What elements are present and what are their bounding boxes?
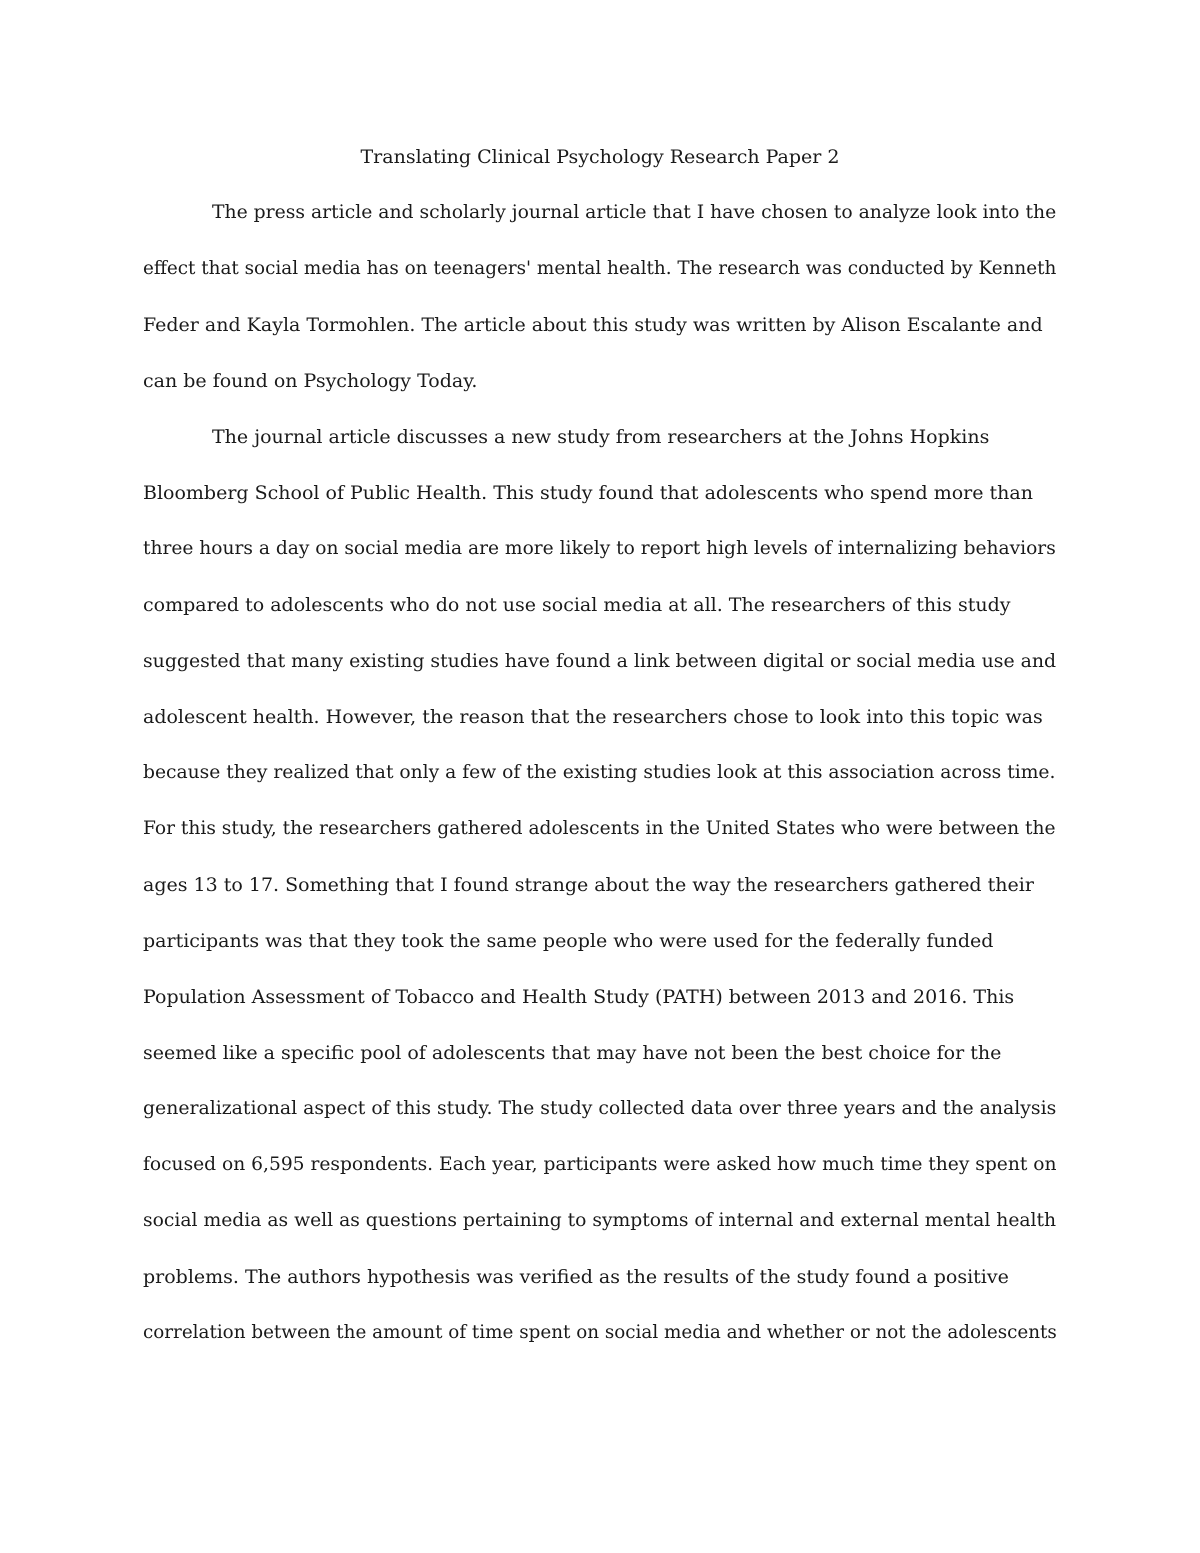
paragraph-2-line-1: The journal article discusses a new study from researchers at the Johns Hopkins <box>212 426 990 448</box>
paragraph-2-line-16: problems. The authors hypothesis was verified as the results of the study found a positive <box>143 1266 1009 1288</box>
paragraph-2-line-8: For this study, the researchers gathered adolescents in the United States who were between the <box>143 818 1056 839</box>
paragraph-2-line-4: compared to adolescents who do not use social media at all. The researchers of this study <box>143 594 1011 616</box>
paragraph-2-line-7: because they realized that only a few of the existing studies look at this association across time. <box>143 762 1056 783</box>
paragraph-1-line-3: Feder and Kayla Tormohlen. The article about this study was written by Alison Escalante and <box>143 314 1043 336</box>
paragraph-2-line-15: social media as well as questions pertaining to symptoms of internal and external mental health <box>143 1210 1057 1231</box>
page-title: Translating Clinical Psychology Research Paper 2 <box>360 146 840 168</box>
paragraph-2-line-10: participants was that they took the same people who were used for the federally funded <box>143 930 994 952</box>
paragraph-1-line-1: The press article and scholarly journal article that I have chosen to analyze look into the <box>212 202 1057 223</box>
paragraph-2-line-13: generalizational aspect of this study. The study collected data over three years and the analysis <box>143 1098 1057 1119</box>
paragraph-2-line-9: ages 13 to 17. Something that I found strange about the way the researchers gathered their <box>143 874 1034 896</box>
paragraph-2-line-12: seemed like a specific pool of adolescents that may have not been the best choice for the <box>143 1042 1002 1064</box>
paragraph-1-line-4: can be found on Psychology Today. <box>143 370 478 392</box>
paragraph-2-line-6: adolescent health. However, the reason that the researchers chose to look into this topic was <box>143 706 1043 728</box>
paragraph-2-line-11: Population Assessment of Tobacco and Health Study (PATH) between 2013 and 2016. This <box>143 986 1015 1008</box>
paragraph-2-line-5: suggested that many existing studies have found a link between digital or social media use and <box>143 650 1057 672</box>
paragraph-2-line-14: focused on 6,595 respondents. Each year, participants were asked how much time they spent on <box>143 1154 1057 1175</box>
paragraph-2-line-3: three hours a day on social media are more likely to report high levels of internalizing behaviors <box>143 538 1056 559</box>
paragraph-1-line-2: effect that social media has on teenagers' mental health. The research was conducted by Kenneth <box>143 258 1057 279</box>
paragraph-2-line-17: correlation between the amount of time spent on social media and whether or not the adolescents <box>143 1322 1057 1343</box>
paragraph-2-line-2: Bloomberg School of Public Health. This study found that adolescents who spend more than <box>143 482 1033 504</box>
